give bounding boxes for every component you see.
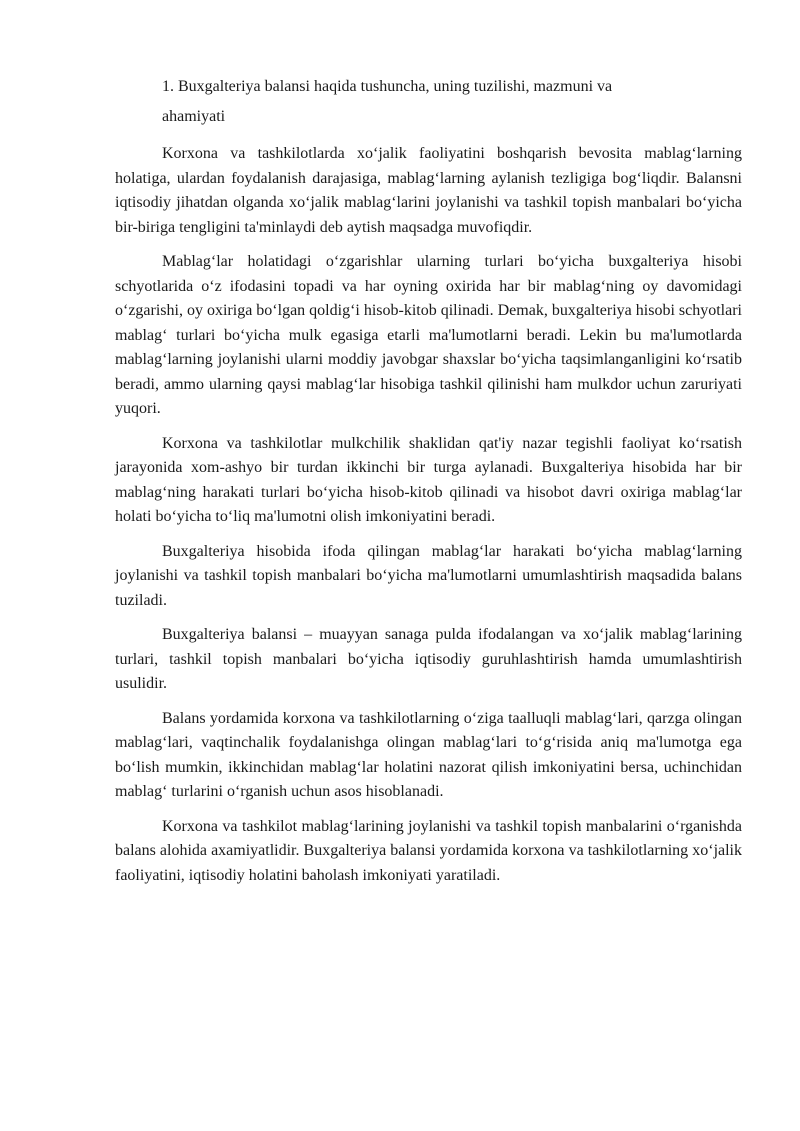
paragraph-1: Korxona va tashkilotlarda xo‘jalik faoliyatini boshqarish bevosita mablag‘larning holatiga, ulardan foydalanish darajasiga, mablag‘larning aylanish tezligiga bog‘liqdir. Balansni iqtisodiy jihatdan olganda xo‘jalik mablag‘larini joylanishi va tashkil topish manbalari bo‘yicha bir-biriga tengligini ta'minlaydi deb aytish maqsadga muvofiqdir.: [115, 145, 742, 236]
document-body: [115, 72, 742, 888]
section-heading-line1: 1. Buxgalteriya balansi haqida tushuncha, uning tuzilishi, mazmuni va: [162, 78, 613, 95]
paragraph-3: Korxona va tashkilotlar mulkchilik shaklidan qat'iy nazar tegishli faoliyat ko‘rsatish jarayonida xom-ashyo bir turdan ikkinchi bir turga aylanadi. Buxgalteriya hisobida har bir mablag‘ning harakati turlari bo‘yicha hisob-kitob qilinadi va hisobot davri oxiriga mablag‘lar holati bo‘yicha to‘liq ma'lumotni olish imkoniyatini beradi.: [115, 434, 742, 525]
paragraph-2: Mablag‘lar holatidagi o‘zgarishlar ularning turlari bo‘yicha buxgalteriya hisobi schyotlarida o‘z ifodasini topadi va har oyning oxirida har bir mablag‘ning oy davomidagi o‘zgarishi, oy oxiriga bo‘lgan qoldig‘i hisob-kitob qilinadi. Demak, buxgalteriya hisobi schyotlari mablag‘ turlari bo‘yicha mulk egasiga etarli ma'lumotlarni beradi. Lekin bu ma'lumotlarda mablag‘larning joylanishi ularni moddiy javobgar shaxslar bo‘yicha taqsimlanganligini ko‘rsatib beradi, ammo ularning qaysi mablag‘lar hisobiga tashkil qilinishi ham mulkdor uchun zaruriyati yuqori.: [115, 253, 742, 417]
paragraph-4: Buxgalteriya hisobida ifoda qilingan mablag‘lar harakati bo‘yicha mablag‘larning joylanishi va tashkil topish manbalari bo‘yicha ma'lumotlarni umumlashtirish maqsadida balans tuziladi.: [115, 542, 742, 609]
section-heading-line2: ahamiyati: [162, 108, 226, 125]
paragraph-5: Buxgalteriya balansi – muayyan sanaga pulda ifodalangan va xo‘jalik mablag‘larining turlari, tashkil topish manbalari bo‘yicha iqtisodiy guruhlashtirish hamda umumlashtirish usulidir.: [115, 626, 742, 692]
paragraph-6: Balans yordamida korxona va tashkilotlarning o‘ziga taalluqli mablag‘lari, qarzga olingan mablag‘lari, vaqtinchalik foydalanishga olingan mablag‘lari to‘g‘risida aniq ma'lumotga ega bo‘lish mumkin, ikkinchidan mablag‘lar holatini nazorat qilish imkoniyatini bersa, uchinchidan mablag‘ turlarini o‘rganish uchun asos hisoblanadi.: [115, 709, 742, 800]
paragraph-7: Korxona va tashkilot mablag‘larining joylanishi va tashkil topish manbalarini o‘rganishda balans alohida axamiyatlidir. Buxgalteriya balansi yordamida korxona va tashkilotlarning xo‘jalik faoliyatini, iqtisodiy holatini baholash imkoniyati yaratiladi.: [115, 817, 742, 884]
